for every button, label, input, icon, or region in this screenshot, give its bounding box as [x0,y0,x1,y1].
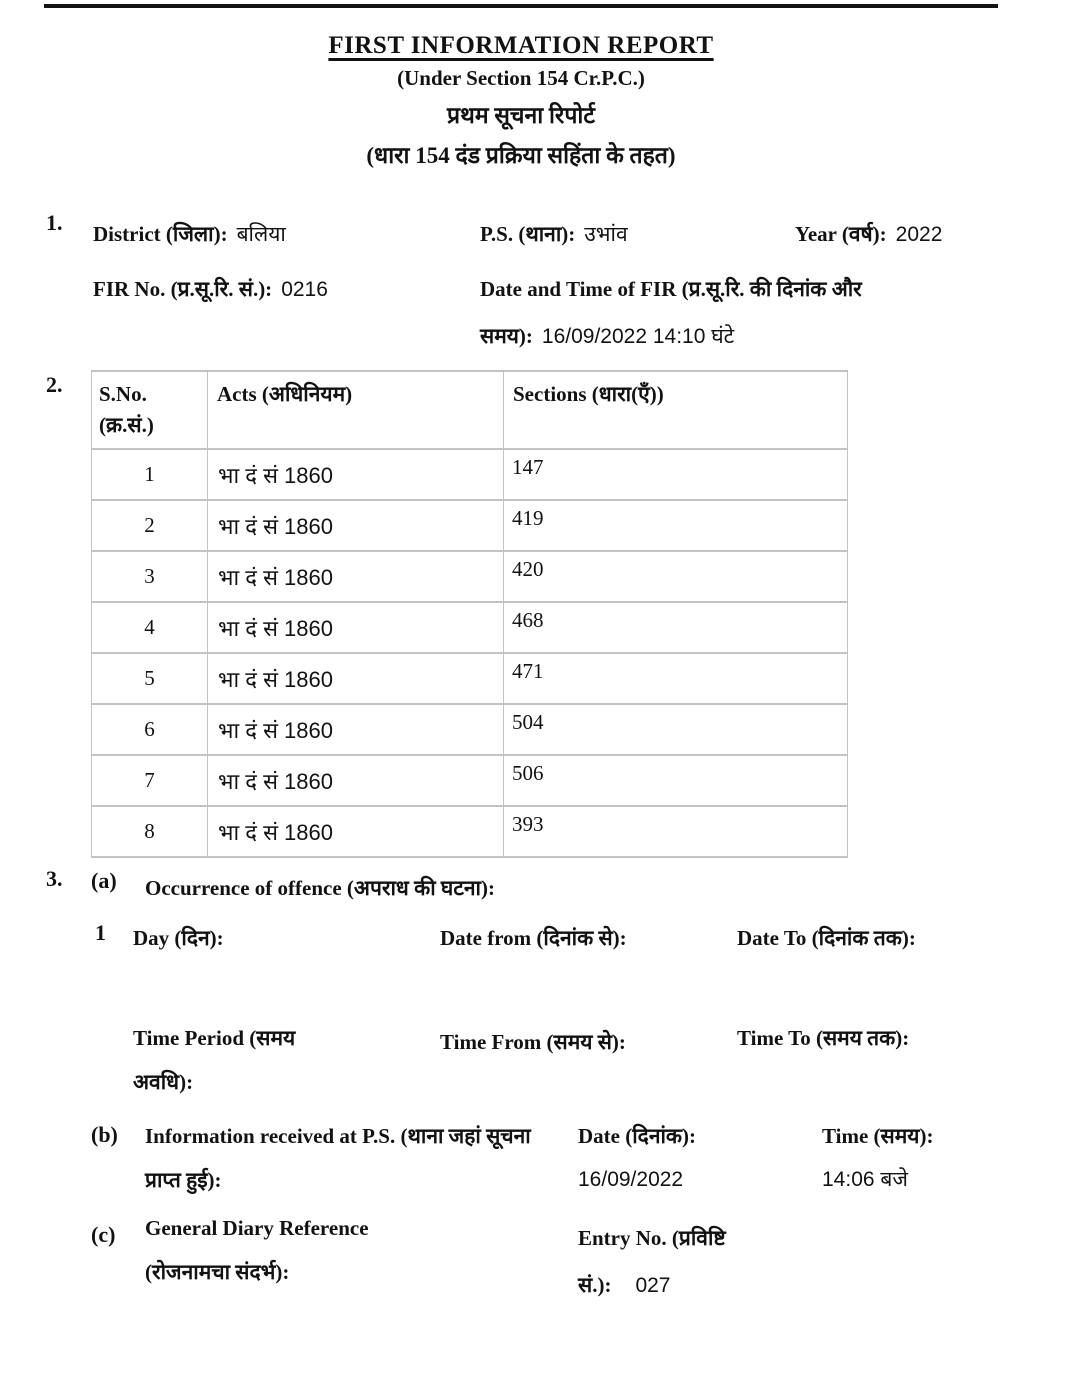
occurrence-row-number: 1 [95,920,106,945]
document-header [44,30,998,177]
time-to-label: Time To (समय तक): [737,1026,910,1050]
district-value: बलिया [236,223,286,246]
fir-datetime-label: Date and Time of FIR (प्र.सू.रि. की दिनांक और समय): [480,277,862,348]
section-cell: 468 [504,602,848,653]
table-row [92,653,848,704]
header-acts: Acts (अधिनियम) [208,371,504,449]
header-sno: S.No. (क्र.सं.) [92,371,208,449]
fir-datetime-value: 16/09/2022 14:10 घंटे [541,325,735,348]
acts-sections-table [91,370,848,858]
table-row [92,806,848,857]
sno-cell: 5 [92,653,208,704]
fir-no-label: FIR No. (प्र.सू.रि. सं.): [93,277,273,301]
act-cell: भा दं सं 1860 [208,755,504,806]
year-value: 2022 [895,223,943,246]
item-c-marker: (c) [91,1222,116,1247]
section-cell: 393 [504,806,848,857]
district-label: District (जिला): [93,222,228,246]
act-cell: भा दं सं 1860 [208,500,504,551]
time-received-field [822,1114,933,1202]
time-received-value: 14:06 बजे [822,1168,908,1191]
act-cell: भा दं सं 1860 [208,704,504,755]
section-cell: 147 [504,449,848,500]
act-cell: भा दं सं 1860 [208,806,504,857]
section-cell: 420 [504,551,848,602]
district-field [93,212,286,259]
table-row [92,500,848,551]
table-row [92,704,848,755]
time-received-label: Time (समय): [822,1124,934,1148]
act-cell: भा दं सं 1860 [208,551,504,602]
time-from-label: Time From (समय से): [440,1030,626,1054]
table-header-row [92,371,848,449]
day-label: Day (दिन): [133,926,224,950]
sno-cell: 2 [92,500,208,551]
header-sections: Sections (धारा(एँ)) [504,371,848,449]
act-cell: भा दं सं 1860 [208,602,504,653]
table-row [92,755,848,806]
sno-cell: 7 [92,755,208,806]
entry-no-field [578,1216,818,1310]
date-received-label: Date (दिनांक): [578,1124,697,1148]
sno-cell: 8 [92,806,208,857]
page-subtitle-english: (Under Section 154 Cr.P.C.) [397,66,645,90]
sno-cell: 6 [92,704,208,755]
section-cell: 471 [504,653,848,704]
time-period-label: Time Period (समय अवधि): [133,1026,296,1094]
section-cell: 419 [504,500,848,551]
table-row [92,602,848,653]
section2-number: 2. [46,372,63,397]
police-station-label: P.S. (थाना): [480,222,576,246]
page-subtitle-hindi: (धारा 154 दंड प्रक्रिया सहिंता के तहत) [366,143,676,168]
item-a-marker: (a) [91,868,117,893]
table-row [92,449,848,500]
entry-no-value: 027 [635,1274,671,1297]
fir-no-field [93,267,328,314]
sno-cell: 3 [92,551,208,602]
gd-reference-heading: General Diary Reference (रोजनामचा संदर्भ): [145,1216,369,1284]
sno-cell: 4 [92,602,208,653]
act-cell: भा दं सं 1860 [208,653,504,704]
info-received-heading: Information received at P.S. (थाना जहां सूचना प्राप्त हुई): [145,1124,531,1192]
fir-datetime-field [480,267,970,361]
sno-cell: 1 [92,449,208,500]
page-title-hindi: प्रथम सूचना रिपोर्ट [447,103,595,128]
fir-no-value: 0216 [281,278,328,301]
table-row [92,551,848,602]
date-received-field [578,1114,696,1202]
date-received-value: 16/09/2022 [578,1168,684,1191]
occurrence-heading: Occurrence of offence (अपराध की घटना): [145,876,495,900]
section-cell: 504 [504,704,848,755]
section3-number: 3. [46,866,63,891]
item-b-marker: (b) [91,1122,118,1147]
police-station-field [480,212,628,259]
act-cell: भा दं सं 1860 [208,449,504,500]
page-title: FIRST INFORMATION REPORT [328,32,714,59]
date-from-label: Date from (दिनांक से): [440,926,627,950]
entry-no-label: Entry No. (प्रविष्टि सं.): [578,1226,726,1297]
year-field [795,212,942,259]
section-cell: 506 [504,755,848,806]
year-label: Year (वर्ष): [795,222,887,246]
top-rule [44,4,998,8]
date-to-label: Date To (दिनांक तक): [737,926,916,950]
police-station-value: उभांव [584,223,628,246]
section1-number: 1. [46,210,63,235]
